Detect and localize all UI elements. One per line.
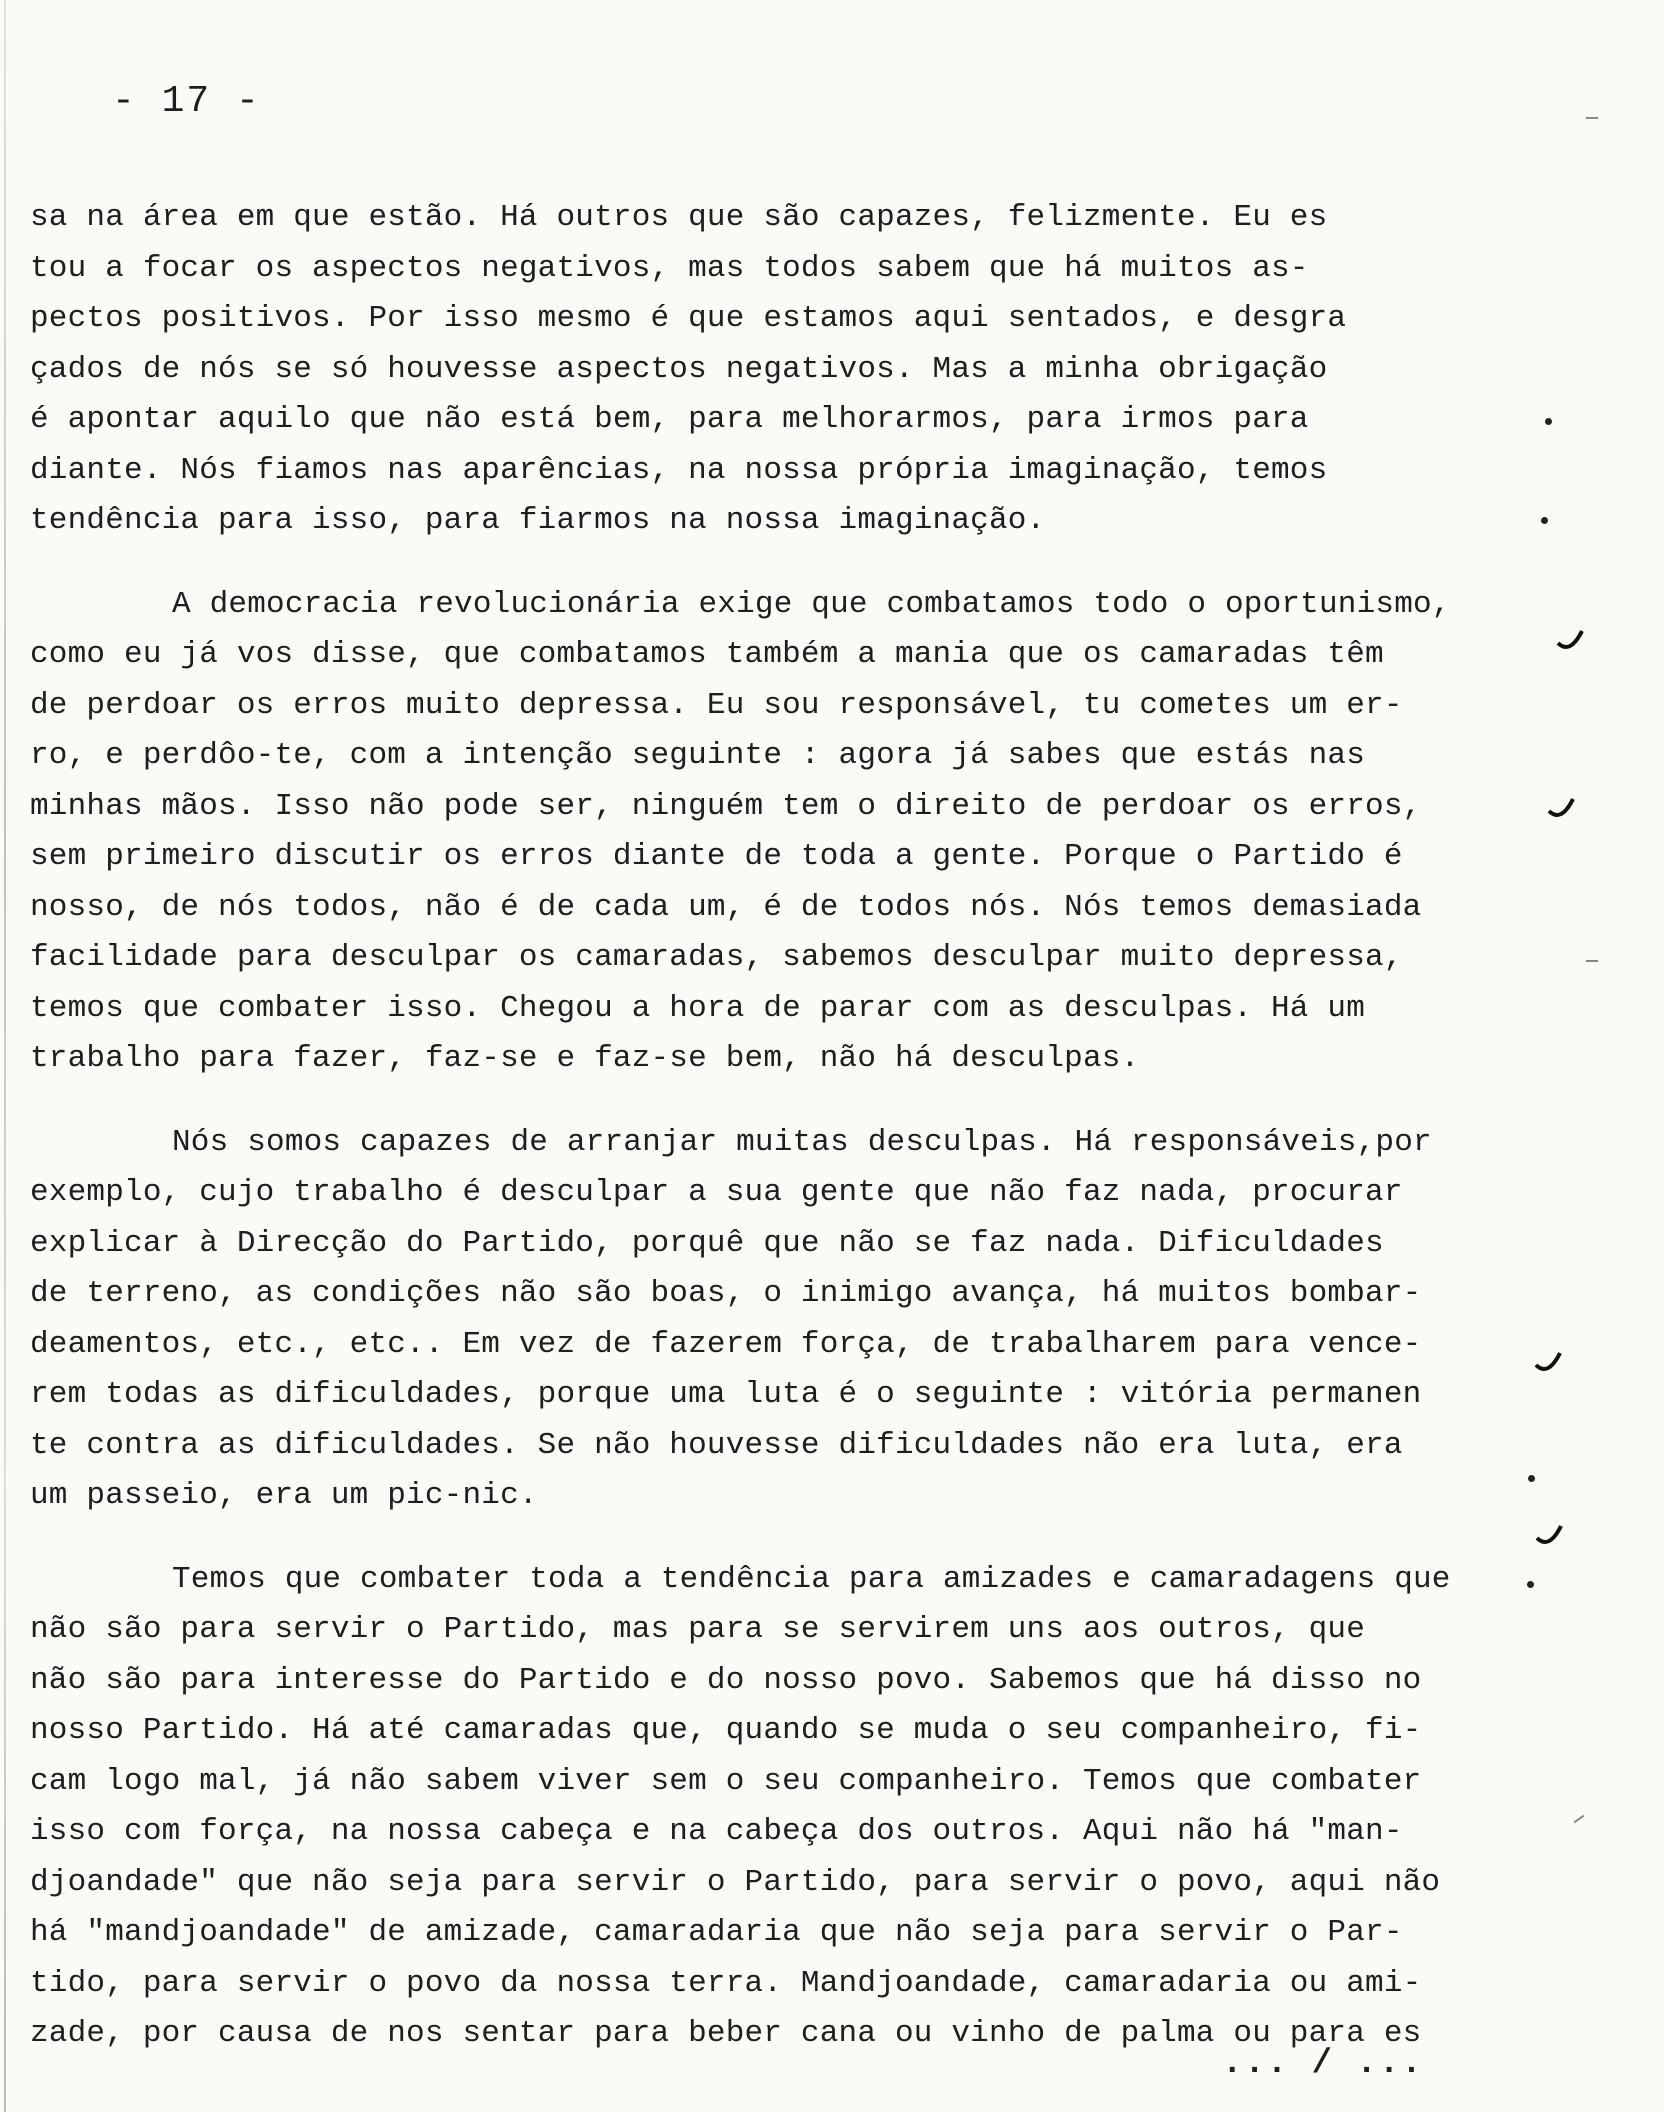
text-line: não são para servir o Partido, mas para se servirem uns aos outros, que bbox=[30, 1612, 1366, 1647]
margin-tick-mark bbox=[1534, 1347, 1564, 1377]
text-line: minhas mãos. Isso não pode ser, ninguém tem o direito de perdoar os erros, bbox=[30, 788, 1422, 824]
text-line: de terreno, as condições não são boas, o inimigo avança, há muitos bombar- bbox=[30, 1276, 1422, 1311]
text-line: sa na área em que estão. Há outros que são capazes, felizmente. Eu es bbox=[30, 200, 1328, 235]
margin-tick-mark bbox=[1547, 793, 1577, 823]
text-line: explicar à Direcção do Partido, porquê que não se faz nada. Dificuldades bbox=[30, 1225, 1384, 1261]
text-line: um passeio, era um pic-nic. bbox=[30, 1478, 538, 1513]
text-line: é apontar aquilo que não está bem, para melhorarmos, para irmos para bbox=[30, 402, 1309, 437]
text-line: Temos que combater toda a tendência para amizades e camaradagens que bbox=[172, 1561, 1451, 1597]
margin-dash-mark bbox=[1574, 1815, 1585, 1824]
text-line: djoandade" que não seja para servir o Partido, para servir o povo, aqui não bbox=[30, 1864, 1441, 1900]
margin-dot-mark bbox=[1527, 1581, 1534, 1588]
paragraph-4 bbox=[30, 1555, 1560, 2060]
text-line: zade, por causa de nos sentar para beber cana ou vinho de palma ou para es bbox=[30, 2016, 1422, 2051]
text-line: diante. Nós fiamos nas aparências, na nossa própria imaginação, temos bbox=[30, 452, 1328, 488]
text-line: cam logo mal, já não sabem viver sem o seu companheiro. Temos que combater bbox=[30, 1763, 1422, 1799]
text-line: rem todas as dificuldades, porque uma luta é o seguinte : vitória permanen bbox=[30, 1377, 1422, 1412]
page-edge-line bbox=[4, 0, 6, 2112]
text-line: tido, para servir o povo da nossa terra. Mandjoandade, camaradaria ou ami- bbox=[30, 1965, 1422, 2001]
continuation-marker: ... / ... bbox=[1222, 2045, 1424, 2083]
text-line: A democracia revolucionária exige que combatamos todo o oportunismo, bbox=[172, 586, 1451, 622]
text-line: sem primeiro discutir os erros diante de toda a gente. Porque o Partido é bbox=[30, 839, 1403, 874]
paragraph-1 bbox=[30, 193, 1560, 547]
text-line: tou a focar os aspectos negativos, mas todos sabem que há muitos as- bbox=[30, 250, 1309, 286]
body-text bbox=[30, 193, 1560, 2060]
margin-dot-mark bbox=[1541, 517, 1548, 524]
margin-dash-mark bbox=[1586, 960, 1598, 962]
text-line: temos que combater isso. Chegou a hora de parar com as desculpas. Há um bbox=[30, 990, 1366, 1026]
text-line: nosso, de nós todos, não é de cada um, é de todos nós. Nós temos demasiada bbox=[30, 889, 1422, 925]
text-line: facilidade para desculpar os camaradas, sabemos desculpar muito depressa, bbox=[30, 940, 1403, 975]
text-line: exemplo, cujo trabalho é desculpar a sua gente que não faz nada, procurar bbox=[30, 1175, 1403, 1210]
text-line: Nós somos capazes de arranjar muitas desculpas. Há responsáveis,por bbox=[172, 1124, 1432, 1160]
text-line: tendência para isso, para fiarmos na nossa imaginação. bbox=[30, 503, 1046, 538]
margin-tick-mark bbox=[1556, 625, 1586, 655]
text-line: não são para interesse do Partido e do nosso povo. Sabemos que há disso no bbox=[30, 1662, 1422, 1698]
paragraph-2 bbox=[30, 580, 1560, 1085]
text-line: há "mandjoandade" de amizade, camaradaria que não seja para servir o Par- bbox=[30, 1915, 1403, 1950]
margin-tick-mark bbox=[1535, 1520, 1565, 1550]
margin-dash-mark bbox=[1586, 117, 1598, 119]
text-line: nosso Partido. Há até camaradas que, quando se muda o seu companheiro, fi- bbox=[30, 1713, 1422, 1748]
margin-dot-mark bbox=[1545, 418, 1552, 425]
text-line: como eu já vos disse, que combatamos também a mania que os camaradas têm bbox=[30, 637, 1384, 672]
text-line: pectos positivos. Por isso mesmo é que estamos aqui sentados, e desgra bbox=[30, 301, 1347, 336]
text-line: de perdoar os erros muito depressa. Eu sou responsável, tu cometes um er- bbox=[30, 687, 1403, 723]
text-line: te contra as dificuldades. Se não houvesse dificuldades não era luta, era bbox=[30, 1427, 1403, 1463]
paragraph-3 bbox=[30, 1118, 1560, 1522]
margin-dot-mark bbox=[1528, 1475, 1535, 1482]
text-line: isso com força, na nossa cabeça e na cabeça dos outros. Aqui não há "man- bbox=[30, 1814, 1403, 1849]
text-line: ro, e perdôo-te, com a intenção seguinte : agora já sabes que estás nas bbox=[30, 738, 1366, 773]
text-line: deamentos, etc., etc.. Em vez de fazerem força, de trabalharem para vence- bbox=[30, 1326, 1422, 1362]
text-line: trabalho para fazer, faz-se e faz-se bem, não há desculpas. bbox=[30, 1041, 1140, 1076]
page-number: - 17 - bbox=[112, 80, 261, 123]
text-line: çados de nós se só houvesse aspectos negativos. Mas a minha obrigação bbox=[30, 351, 1328, 387]
